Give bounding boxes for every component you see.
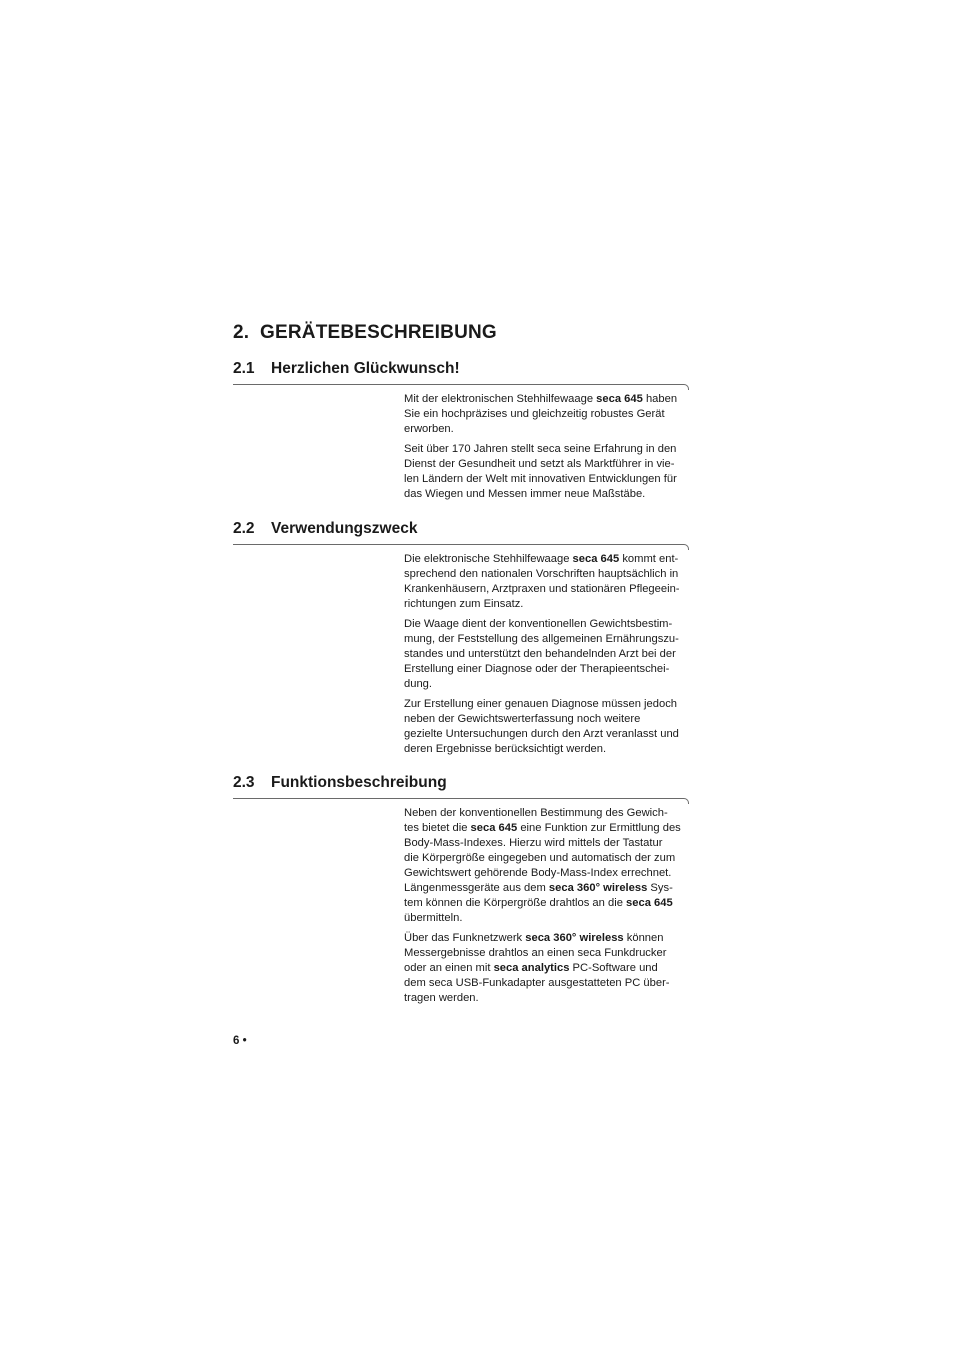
text-run: haben (642, 393, 678, 405)
text-run: neben der Gewichtswerterfassung noch weitere (404, 713, 641, 725)
body-paragraph (404, 442, 692, 502)
text-run: oder an einen mit (404, 962, 494, 974)
text-run: Gewichtswert gehörende Body-Mass-Index errechnet. (404, 867, 672, 879)
section-rule (233, 798, 689, 806)
product-name: seca 360° wireless (525, 932, 624, 944)
text-run: Mit der elektronischen Stehhilfewaage (404, 393, 597, 405)
section-number: 2.3 (233, 774, 255, 791)
text-run: kommt ent- (619, 553, 679, 565)
text-run: eine Funktion zur Ermittlung des (517, 822, 681, 834)
text-run: dem seca USB-Funkadapter ausgestatteten PC über- (404, 977, 670, 989)
text-run: richtungen zum Einsatz. (404, 598, 524, 610)
text-run: sprechend den nationalen Vorschriften hauptsächlich in (404, 568, 679, 580)
text-run: tes bietet die (404, 822, 471, 834)
text-run: Seit über 170 Jahren stellt seca seine Erfahrung in den (404, 443, 677, 455)
text-run: Erstellung einer Diagnose oder der Therapieentschei- (404, 663, 670, 675)
text-run: Neben der konventionellen Bestimmung des Gewich- (404, 807, 668, 819)
section-rule (233, 544, 689, 552)
product-name: seca 645 (470, 822, 518, 834)
text-run: die Körpergröße eingegeben und automatisch der zum (404, 852, 676, 864)
body-paragraph (404, 697, 692, 757)
text-run: erworben. (404, 423, 454, 435)
text-run: Sie ein hochpräzises und gleichzeitig robustes Gerät (404, 408, 665, 420)
chapter-title-text: GERÄTEBESCHREIBUNG (260, 322, 497, 343)
text-run: tem können die Körpergröße drahtlos an die (404, 897, 627, 909)
chapter-title (233, 322, 497, 344)
text-run: Über das Funknetzwerk (404, 932, 526, 944)
text-run: Längenmessgeräte aus dem (404, 882, 549, 894)
text-run: Zur Erstellung einer genauen Diagnose müssen jedoch (404, 698, 678, 710)
text-run: Die Waage dient der konventionellen Gewichtsbestim- (404, 618, 673, 630)
section-body (404, 806, 692, 1006)
chapter-number: 2. (233, 322, 250, 343)
page-number: 6 • (233, 1035, 247, 1047)
text-run: Body-Mass-Indexes. Hierzu wird mittels der Tastatur (404, 837, 663, 849)
section-title (233, 520, 689, 538)
section-funktionsbeschreibung (233, 774, 689, 1011)
section-body (404, 552, 692, 757)
text-run: tragen werden. (404, 992, 479, 1004)
product-name: seca 645 (626, 897, 673, 909)
text-run: standes und unterstützt den behandelnden Arzt bei der (404, 648, 676, 660)
body-paragraph (404, 392, 692, 437)
section-title-text: Herzlichen Glückwunsch! (271, 360, 460, 377)
product-name: seca analytics (493, 962, 570, 974)
section-verwendungszweck (233, 520, 689, 762)
text-run: mung, der Feststellung des allgemeinen Ernährungszu- (404, 633, 679, 645)
text-run: Dienst der Gesundheit und setzt als Marktführer in vie- (404, 458, 675, 470)
product-name: seca 645 (596, 393, 643, 405)
text-run: übermitteln. (404, 912, 463, 924)
text-run: Krankenhäusern, Arztpraxen und stationären Pflegeein- (404, 583, 680, 595)
body-paragraph (404, 617, 692, 692)
text-run: Sys- (647, 882, 673, 894)
section-title (233, 774, 689, 792)
section-title (233, 360, 689, 378)
product-name: seca 360° wireless (548, 882, 648, 894)
section-title-text: Funktionsbeschreibung (271, 774, 447, 791)
body-paragraph (404, 931, 692, 1006)
text-run: len Ländern der Welt mit innovativen Entwicklungen für (404, 473, 677, 485)
text-run: PC-Software und (569, 962, 658, 974)
product-name: seca 645 (572, 553, 620, 565)
text-run: Messergebnisse drahtlos an einen seca Funkdrucker (404, 947, 667, 959)
text-run: dung. (404, 678, 432, 690)
section-rule (233, 384, 689, 392)
section-number: 2.2 (233, 520, 255, 537)
section-number: 2.1 (233, 360, 255, 377)
text-run: gezielte Untersuchungen durch den Arzt veranlasst und (404, 728, 679, 740)
body-paragraph (404, 552, 692, 612)
text-run: das Wiegen und Messen immer neue Maßstäbe. (404, 488, 646, 500)
text-run: können (623, 932, 664, 944)
body-paragraph (404, 806, 692, 926)
section-title-text: Verwendungszweck (271, 520, 418, 537)
text-run: deren Ergebnisse berücksichtigt werden. (404, 743, 607, 755)
section-body (404, 392, 692, 502)
text-run: Die elektronische Stehhilfewaage (404, 553, 573, 565)
section-herzlichen-glueckwunsch (233, 360, 689, 507)
